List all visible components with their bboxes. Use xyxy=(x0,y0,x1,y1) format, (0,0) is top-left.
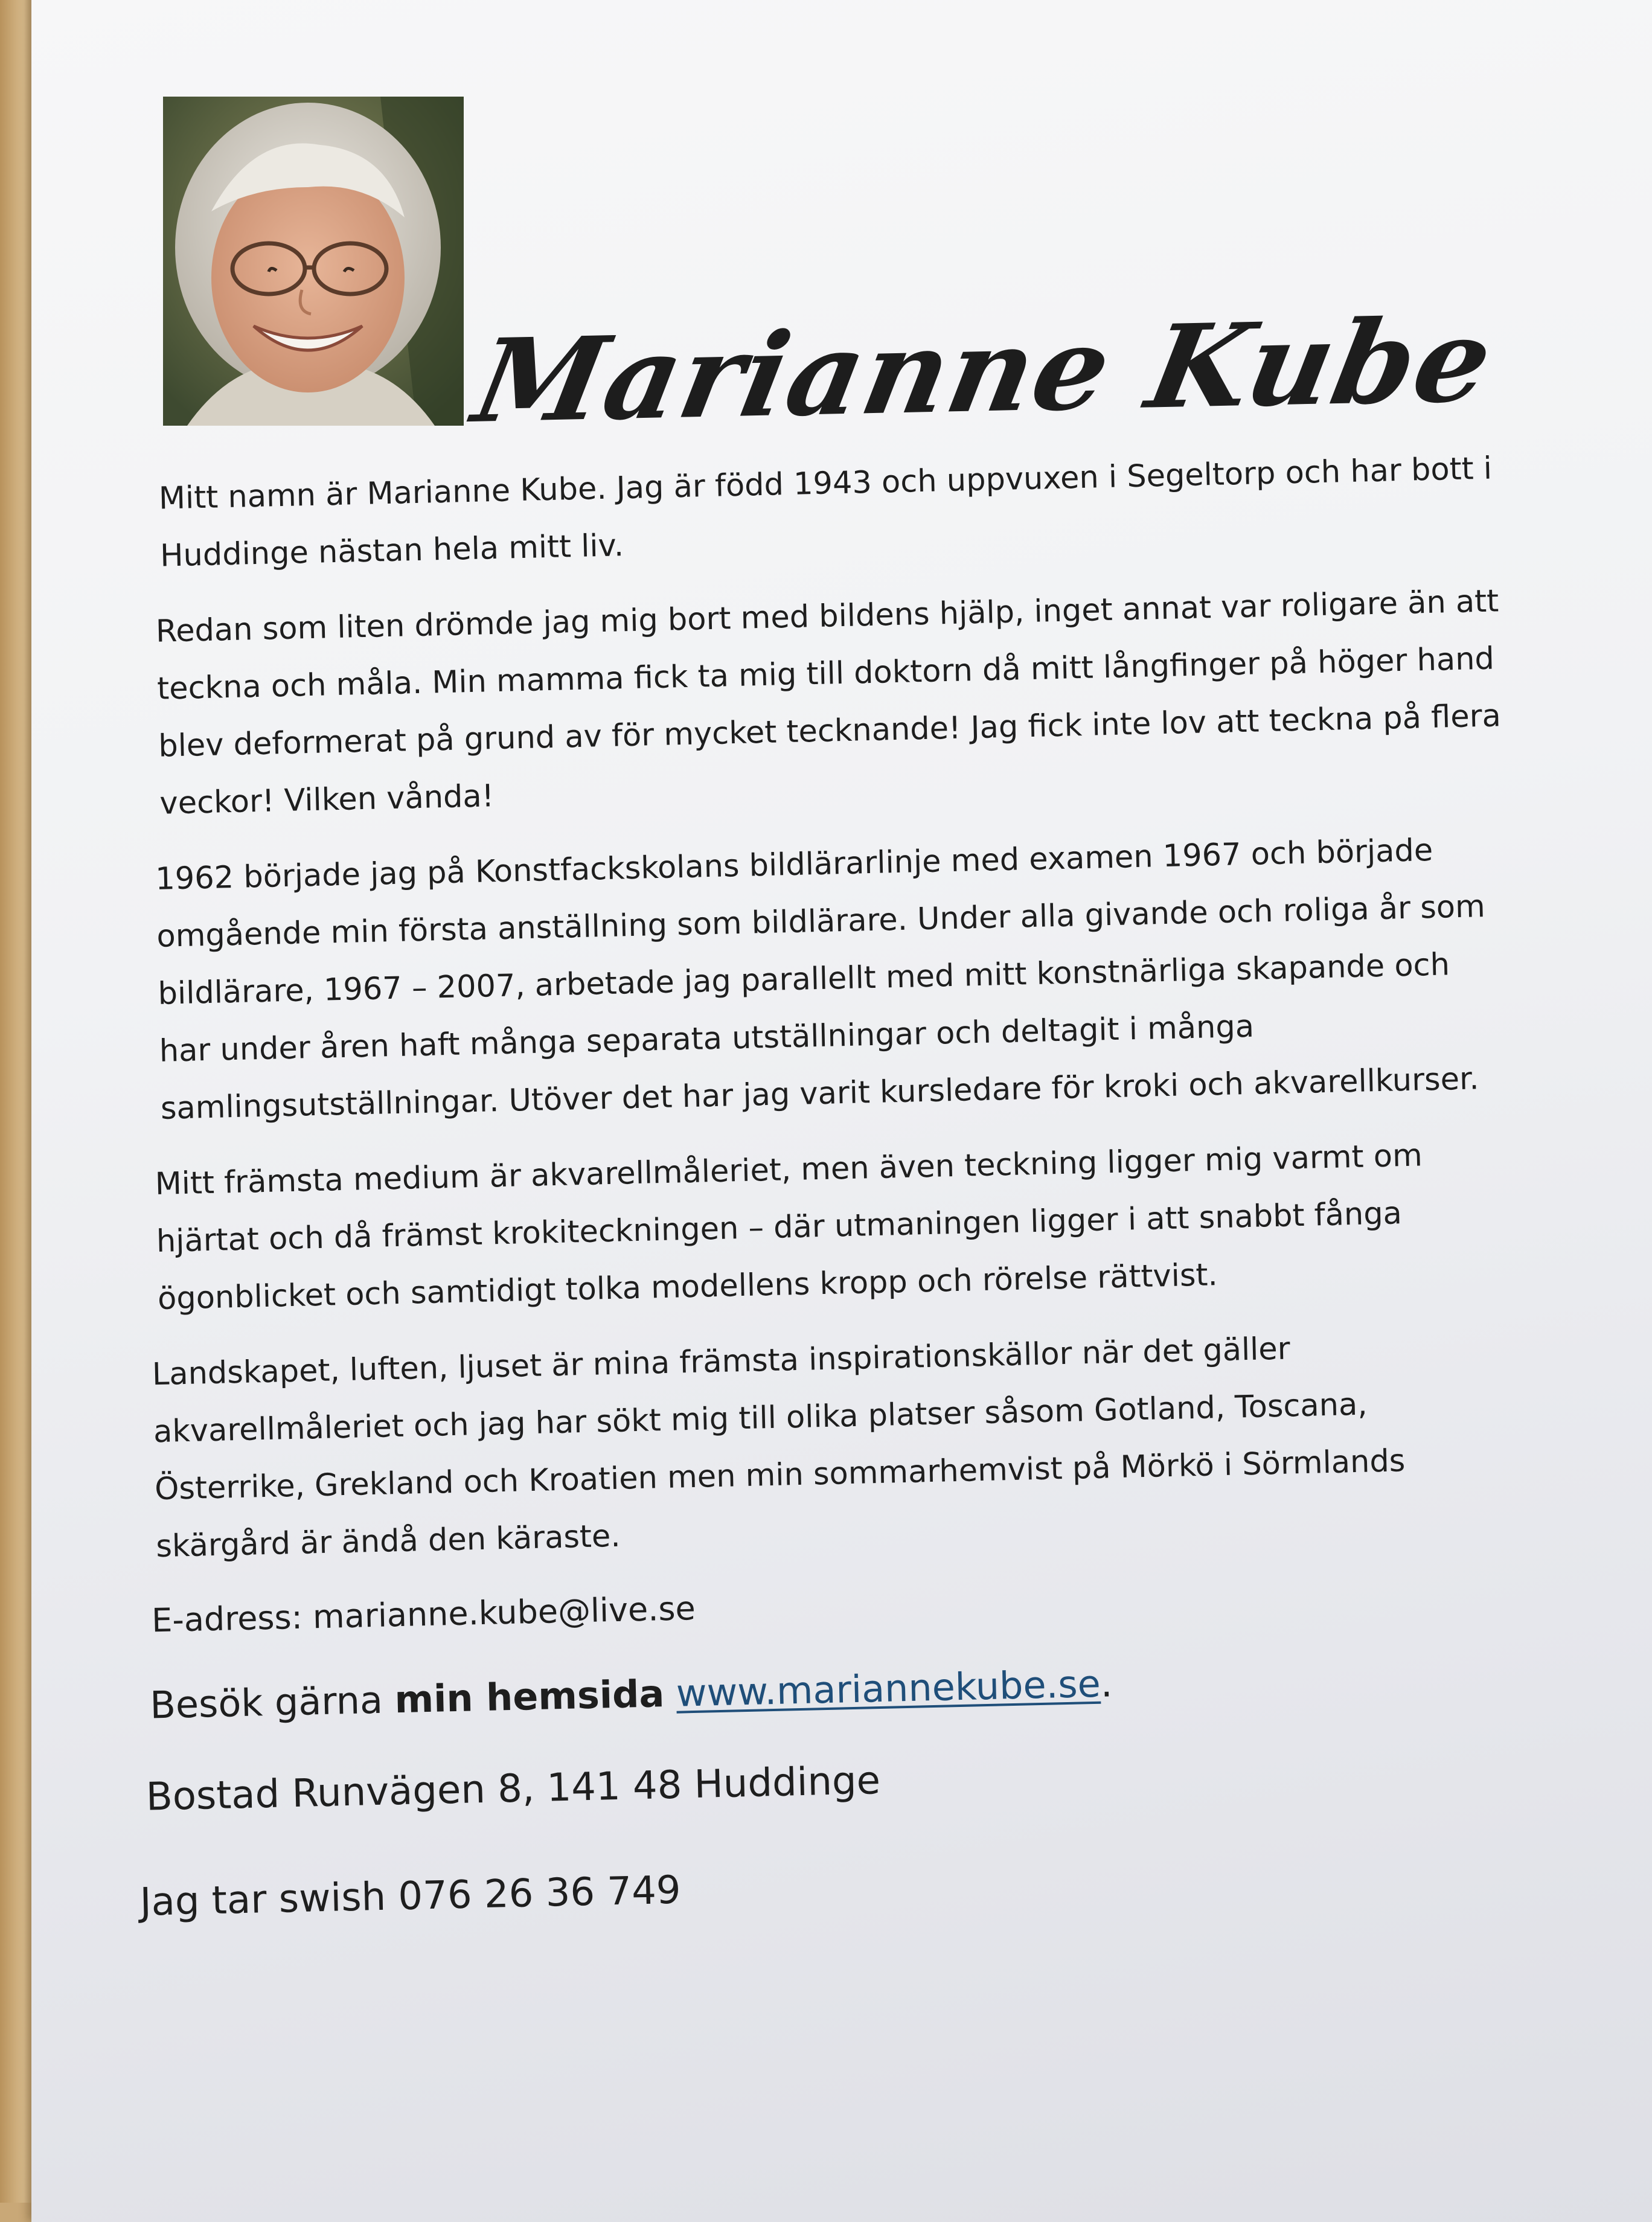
paragraph-career: 1962 började jag på Konstfackskolans bildlärarlinje med examen 1967 och började omgående min första anställning som bildlärare. Under alla givande och roliga år som bildlärare, 1967 – 2007, arbetade jag parallellt med mitt konstnärliga skapande och har under åren haft många separata utställningar och deltagit i många samlingsutställningar. Utöver det har jag varit kursledare för kroki och akvarellkurser. xyxy=(155,832,1486,1127)
swish-line: Jag tar swish 076 26 36 749 xyxy=(139,1868,682,1925)
paragraph-inspiration: Landskapet, luften, ljuset är mina främsta inspirationskällor när det gäller akvarellmåleriet och jag har sökt mig till olika platser såsom Gotland, Toscana, Österrike, Grekland och Kroatien men min sommarhemvist på Mörkö i Sörmlands skärgård är ändå den käraste. xyxy=(152,1331,1406,1565)
paper-sheet xyxy=(31,0,1652,2222)
visit-strong: min hemsida xyxy=(394,1671,665,1722)
website-line xyxy=(150,1653,1527,1727)
website-link[interactable]: www.mariannekube.se xyxy=(676,1661,1101,1715)
paragraph-medium: Mitt främsta medium är akvarellmåleriet, men även teckning ligger mig varmt om hjärtat och då främst krokiteckningen – där utmaningen ligger i att snabbt fånga ögonblicket och samtidigt tolka modellens kropp och rörelse rättvist. xyxy=(155,1138,1423,1318)
paragraph-childhood: Redan som liten drömde jag mig bort med bildens hjälp, inget annat var roligare än att teckna och måla. Min mamma fick ta mig till doktorn då mitt långfinger på höger hand blev deformerat på grund av för mycket tecknande! Jag fick inte lov att teckna på flera veckor! Vilken vånda! xyxy=(155,583,1502,822)
address-line: Bostad Runvägen 8, 141 48 Huddinge xyxy=(146,1758,881,1820)
visit-prefix: Besök gärna xyxy=(149,1677,383,1727)
portrait-photo xyxy=(163,97,464,426)
biography-text xyxy=(122,440,1531,1923)
visit-suffix: . xyxy=(1100,1661,1113,1706)
paragraph-intro: Mitt namn är Marianne Kube. Jag är född 1943 och uppvuxen i Segeltorp och har bott i Huddinge nästan hela mitt liv. xyxy=(158,450,1493,574)
name-signature: Marianne Kube xyxy=(464,293,1504,449)
email-line: E-adress: marianne.kube@live.se xyxy=(151,1589,696,1640)
